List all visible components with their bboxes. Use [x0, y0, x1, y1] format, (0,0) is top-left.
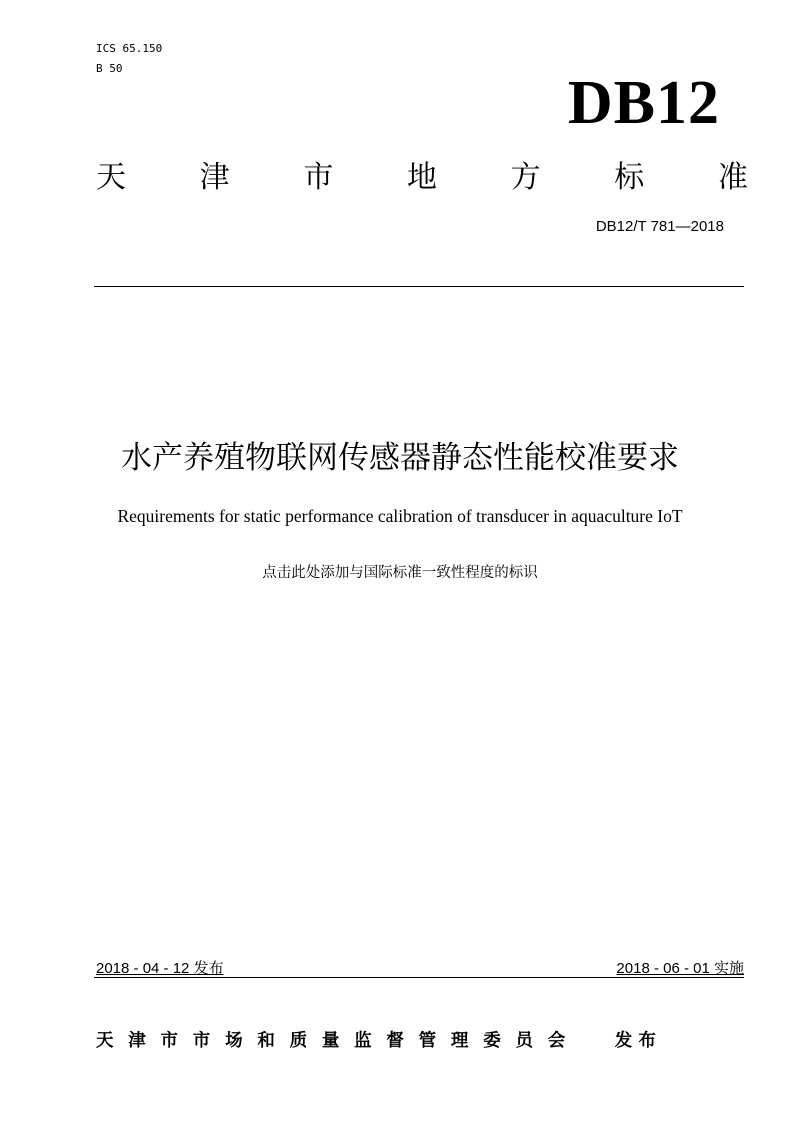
publisher-char: 场: [225, 1031, 243, 1051]
publisher-char: 市: [160, 1031, 179, 1051]
header-divider: [94, 286, 744, 287]
standard-number: DB12/T 781—2018: [595, 218, 724, 235]
standard-type-char: 津: [199, 160, 230, 195]
publisher-char: 市: [192, 1031, 211, 1051]
ccs-code: B 50: [96, 62, 123, 75]
publisher-action: 发 布: [614, 1031, 656, 1051]
publisher-char: 委: [483, 1031, 501, 1051]
publisher-char: 员: [515, 1031, 533, 1051]
standard-type-char: 地: [406, 160, 437, 195]
standard-type-char: 准: [717, 160, 748, 195]
publisher-char: 量: [321, 1031, 340, 1051]
document-title-english: Requirements for static performance calibration of transducer in aquaculture IoT: [117, 506, 683, 526]
publisher-char: 质: [289, 1031, 308, 1051]
publisher-char: 天: [96, 1031, 114, 1051]
publisher-char: 理: [450, 1031, 469, 1051]
footer-divider: [94, 977, 744, 978]
publisher-char: 会: [547, 1031, 566, 1051]
implementation-date: 2018 - 06 - 01 实施: [616, 960, 744, 977]
ics-code: ICS 65.150: [96, 42, 163, 55]
standard-type-char: 市: [303, 160, 334, 195]
publisher-char: 津: [128, 1031, 146, 1051]
publisher-char: 监: [354, 1031, 372, 1051]
standard-type-char: 方: [510, 160, 541, 195]
standard-type-title: [96, 160, 748, 196]
publisher-char: 管: [418, 1031, 437, 1051]
standard-code-logo: DB12: [567, 69, 720, 137]
standard-type-char: 天: [96, 160, 126, 195]
issue-date: 2018 - 04 - 12 发布: [96, 960, 224, 977]
document-title-chinese: 水产养殖物联网传感器静态性能校准要求: [121, 440, 679, 476]
consistency-placeholder-field[interactable]: 点击此处添加与国际标准一致性程度的标识: [262, 565, 538, 581]
publisher-char: 和: [257, 1031, 275, 1051]
standard-type-char: 标: [614, 160, 645, 195]
publisher-char: 督: [386, 1031, 404, 1051]
publisher-line: [96, 1030, 656, 1052]
publisher-spacer: [580, 1030, 600, 1052]
